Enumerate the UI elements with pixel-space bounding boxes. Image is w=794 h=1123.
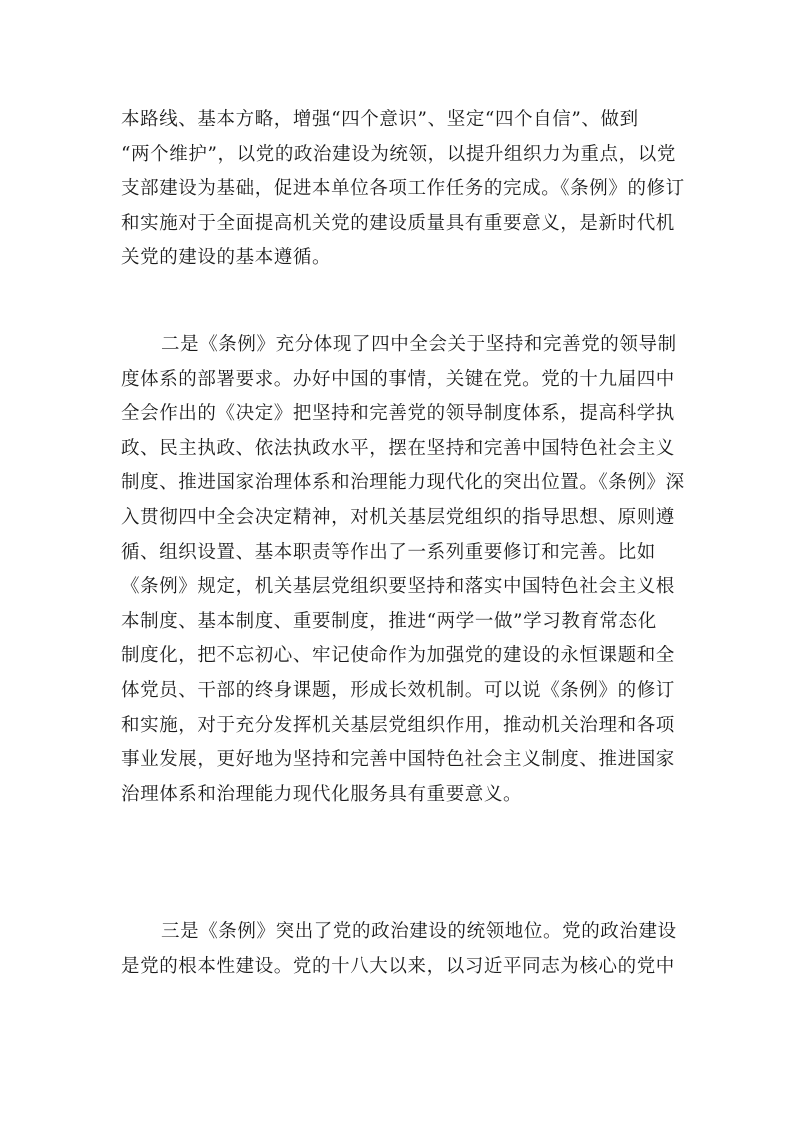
text-line: 关党的建设的基本遵循。 (121, 247, 332, 269)
text-line: 二是《条例》充分体现了四中全会关于坚持和完善党的领导制 (161, 334, 677, 355)
text-line: 本路线、基本方略，增强“四个意识”、坚定“四个自信”、做到 (121, 109, 639, 130)
text-line: 是党的根本性建设。党的十八大以来，以习近平同志为核心的党中 (121, 955, 675, 977)
text-line: 和实施，对于充分发挥机关基层党组织作用，推动机关治理和各项 (121, 714, 675, 736)
text-line: 制度、推进国家治理体系和治理能力现代化的突出位置。《条例》深 (121, 472, 685, 494)
text-line: 事业发展，更好地为坚持和完善中国特色社会主义制度、推进国家 (121, 749, 675, 771)
paragraph-3 (121, 915, 677, 984)
text-line: 全会作出的《决定》把坚持和完善党的领导制度体系，提高科学执 (121, 403, 675, 425)
text-line: 支部建设为基础，促进本单位各项工作任务的完成。《条例》的修订 (121, 178, 685, 200)
paragraph-1 (121, 103, 685, 276)
text-line: 制度化，把不忘初心、牢记使命作为加强党的建设的永恒课题和全 (121, 645, 675, 667)
text-line: 体党员、干部的终身课题，形成长效机制。可以说《条例》的修订 (121, 679, 675, 701)
text-line: 本制度、基本制度、重要制度，推进“两学一做”学习教育常态化 (121, 610, 657, 632)
text-line: 和实施对于全面提高机关党的建设质量具有重要意义，是新时代机 (121, 212, 675, 234)
paragraph-2 (121, 328, 685, 812)
text-line: 循、组织设置、基本职责等作出了一系列重要修订和完善。比如 (121, 541, 656, 563)
text-line: 三是《条例》突出了党的政治建设的统领地位。党的政治建设 (161, 921, 677, 942)
text-line: 治理体系和治理能力现代化服务具有重要意义。 (121, 783, 523, 805)
text-line: “两个维护”，以党的政治建设为统领，以提升组织力为重点，以党 (121, 143, 676, 165)
text-line: 《条例》规定，机关基层党组织要坚持和落实中国特色社会主义根 (121, 576, 675, 598)
text-line: 度体系的部署要求。办好中国的事情，关键在党。党的十九届四中 (121, 368, 675, 390)
text-line: 政、民主执政、依法执政水平，摆在坚持和完善中国特色社会主义 (121, 437, 675, 459)
text-line: 入贯彻四中全会决定精神，对机关基层党组织的指导思想、原则遵 (121, 506, 675, 528)
